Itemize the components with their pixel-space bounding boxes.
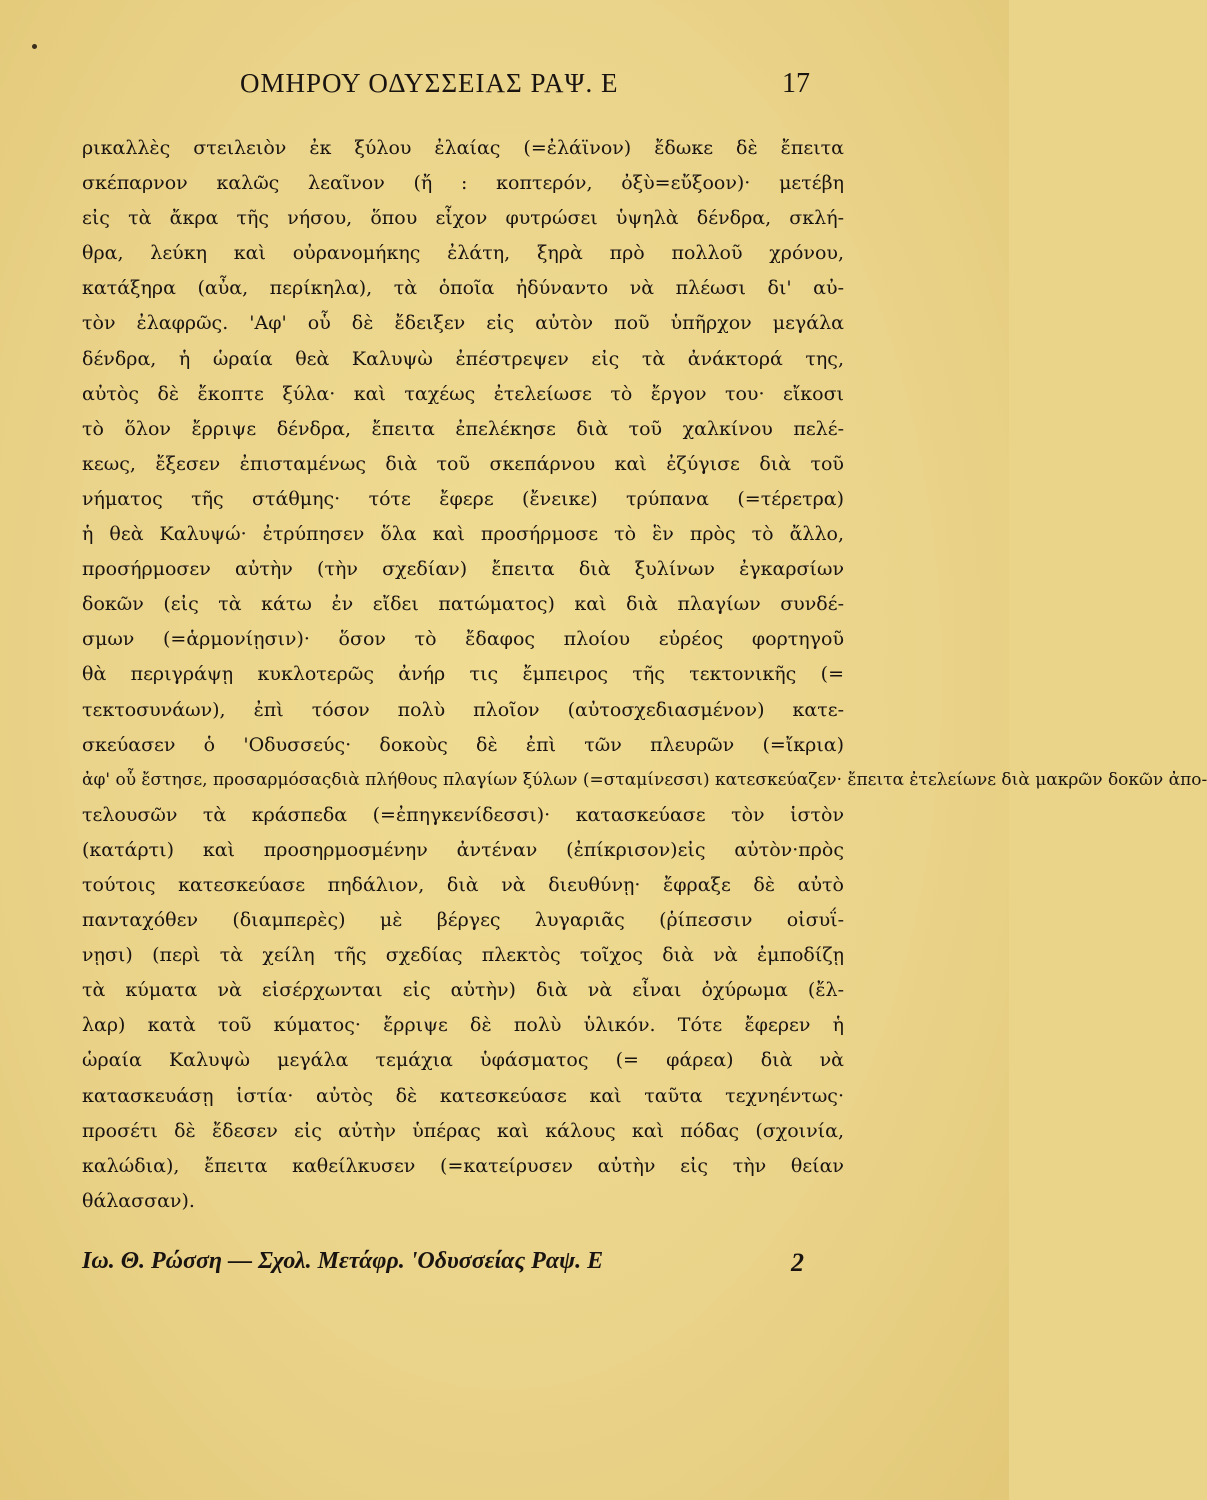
text-line: θάλασσαν).: [82, 1189, 195, 1212]
text-line: ρικαλλὲς στειλειὸν ἐκ ξύλου ἐλαίας (=ἐλάϊνον) ἔδωκε δὲ ἔπειτα: [82, 137, 844, 159]
text-line: καλώδια), ἔπειτα καθείλκυσεν (=κατείρυσεν αὐτὴν εἰς τὴν θείαν: [82, 1154, 844, 1177]
text-line: σκέπαρνον καλῶς λεαῖνον (ἤ : κοπτερόν, ὀξὺ=εὔξοον)· μετέβη: [82, 172, 844, 195]
text-line: τεκτοσυνάων), ἐπὶ τόσον πολὺ πλοῖον (αὐτοσχεδιασμένον) κατε-: [82, 698, 844, 721]
text-line: (κατάρτι) καὶ προσηρμοσμένην ἀντέναν (ἐπίκρισον)εἰς αὐτὸν·πρὸς: [82, 838, 844, 861]
text-line: τελουσῶν τὰ κράσπεδα (=ἐπηγκενίδεσσι)· κατασκεύασε τὸν ἱστὸν: [82, 803, 844, 826]
text-line: αὐτὸς δὲ ἔκοπτε ξύλα· καὶ ταχέως ἐτελείωσε τὸ ἔργον του· εἴκοσι: [82, 382, 844, 405]
text-line: τὰ κύματα νὰ εἰσέρχωνται εἰς αὐτὴν) διὰ νὰ εἶναι ὀχύρωμα (ἔλ-: [82, 979, 844, 1002]
text-line: κατάξηρα (αὖα, περίκηλα), τὰ ὁποῖα ἠδύναντο νὰ πλέωσι δι' αὐ-: [82, 277, 844, 300]
text-line: κεως, ἔξεσεν ἐπισταμένως διὰ τοῦ σκεπάρνου καὶ ἐζύγισε διὰ τοῦ: [82, 452, 844, 475]
text-line: τὸν ἐλαφρῶς. 'Αφ' οὗ δὲ ἔδειξεν εἰς αὐτὸν ποῦ ὑπῆρχον μεγάλα: [82, 312, 844, 335]
text-line: τὸ ὅλον ἔρριψε δένδρα, ἔπειτα ἐπελέκησε διὰ τοῦ χαλκίνου πελέ-: [82, 417, 844, 440]
text-line: θρα, λεύκη καὶ οὐρανομήκης ἐλάτη, ξηρὰ πρὸ πολλοῦ χρόνου,: [82, 242, 844, 265]
text-line: πανταχόθεν (διαμπερὲς) μὲ βέργες λυγαριᾶς (ῥίπεσσιν οἰσυΐ-: [82, 909, 844, 932]
page-number: 17: [782, 68, 810, 99]
running-header: [240, 68, 810, 108]
text-line: δοκῶν (εἰς τὰ κάτω ἐν εἴδει πατώματος) καὶ διὰ πλαγίων συνδέ-: [82, 593, 844, 616]
text-line: λαρ) κατὰ τοῦ κύματος· ἔρριψε δὲ πολὺ ὑλικόν. Τότε ἔφερεν ἡ: [82, 1014, 844, 1037]
text-line: θὰ περιγράψῃ κυκλοτερῶς ἀνήρ τις ἔμπειρος τῆς τεκτονικῆς (=: [82, 663, 844, 686]
text-line: τούτοις κατεσκεύασε πηδάλιον, διὰ νὰ διευθύνῃ· ἔφραξε δὲ αὐτὸ: [82, 873, 844, 896]
speck: [32, 44, 37, 49]
text-line: δένδρα, ἡ ὡραία θεὰ Καλυψὼ ἐπέστρεψεν εἰς τὰ ἀνάκτορά της,: [82, 347, 844, 370]
header-title: ΟΜΗΡΟΥ ΟΔΥΣΣΕΙΑΣ ΡΑΨ. Ε: [240, 68, 619, 98]
text-line: ἡ θεὰ Καλυψώ· ἐτρύπησεν ὅλα καὶ προσήρμοσε τὸ ἓν πρὸς τὸ ἄλλο,: [82, 523, 844, 546]
footer-credit: Ιω. Θ. Ρώσση — Σχολ. Μετάφρ. 'Οδυσσείας Ραψ. Ε: [82, 1248, 604, 1274]
text-line: προσέτι δὲ ἔδεσεν εἰς αὐτὴν ὑπέρας καὶ κάλους καὶ πόδας (σχοινία,: [82, 1119, 844, 1142]
text-line: σμων (=ἁρμονίῃσιν)· ὅσον τὸ ἔδαφος πλοίου εὐρέος φορτηγοῦ: [82, 628, 844, 651]
printer-signature: 2: [791, 1248, 804, 1277]
text-line: νῃσι) (περὶ τὰ χείλη τῆς σχεδίας πλεκτὸς τοῖχος διὰ νὰ ἐμποδίζῃ: [82, 944, 844, 967]
text-line: σκεύασεν ὁ 'Οδυσσεύς· δοκοὺς δὲ ἐπὶ τῶν πλευρῶν (=ἴκρια): [82, 733, 844, 756]
text-line: ὡραία Καλυψὼ μεγάλα τεμάχια ὑφάσματος (= φάρεα) διὰ νὰ: [82, 1049, 844, 1072]
footer-signature-line: [82, 1248, 804, 1288]
text-line: νήματος τῆς στάθμης· τότε ἔφερε (ἔνεικε) τρύπανα (=τέρετρα): [82, 487, 844, 510]
text-line: εἰς τὰ ἄκρα τῆς νήσου, ὅπου εἶχον φυτρώσει ὑψηλὰ δένδρα, σκλή-: [82, 207, 844, 230]
body-text: [82, 131, 1207, 1219]
text-line: κατασκευάσῃ ἱστία· αὐτὸς δὲ κατεσκεύασε καὶ ταῦτα τεχνηέντως·: [82, 1084, 844, 1107]
text-line: προσήρμοσεν αὐτὴν (τὴν σχεδίαν) ἔπειτα διὰ ξυλίνων ἐγκαρσίων: [82, 558, 844, 581]
text-line: ἀφ' οὗ ἔστησε, προσαρμόσαςδιὰ πλήθους πλαγίων ξύλων (=σταμίνεσσι) κατεσκεύαζεν· ἔπειτα ἐτελείωνε διὰ μακρῶν δοκῶν ἀπο-: [82, 769, 1207, 790]
